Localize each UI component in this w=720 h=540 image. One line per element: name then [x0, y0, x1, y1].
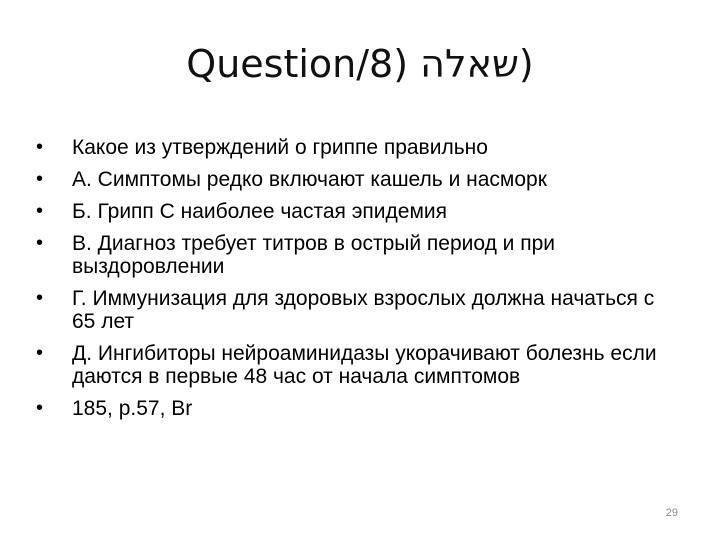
- bullet-icon: •: [36, 200, 44, 222]
- list-item-text: 185, p.57, Br: [72, 397, 193, 420]
- bullet-icon: •: [36, 168, 44, 190]
- list-item: [36, 397, 676, 420]
- list-item: [36, 287, 676, 333]
- bullet-icon: •: [36, 397, 44, 419]
- list-item: [36, 168, 676, 191]
- list-item: [36, 232, 676, 278]
- list-item: [36, 200, 676, 223]
- bullet-icon: •: [36, 342, 44, 364]
- bullet-icon: •: [36, 232, 44, 254]
- list-item: [36, 136, 676, 159]
- list-item-text: В. Диагноз требует титров в острый период и при выздоровлении: [72, 232, 556, 278]
- list-item-text: Д. Ингибиторы нейроаминидазы укорачивают болезнь если даются в первые 48 час от начала симптомов: [72, 342, 657, 388]
- list-item: [36, 342, 676, 388]
- slide-title: Question/8) שאלה): [186, 42, 534, 86]
- bullet-list: [36, 136, 676, 429]
- list-item-text: Какое из утверждений о гриппе правильно: [72, 136, 488, 159]
- list-item-text: Г. Иммунизация для здоровых взрослых должна начаться с 65 лет: [72, 287, 655, 333]
- page-number: 29: [665, 507, 678, 519]
- list-item-text: Б. Грипп С наиболее частая эпидемия: [72, 200, 448, 223]
- list-item-text: А. Симптомы редко включают кашель и насморк: [72, 168, 547, 191]
- bullet-icon: •: [36, 287, 44, 309]
- bullet-icon: •: [36, 136, 44, 158]
